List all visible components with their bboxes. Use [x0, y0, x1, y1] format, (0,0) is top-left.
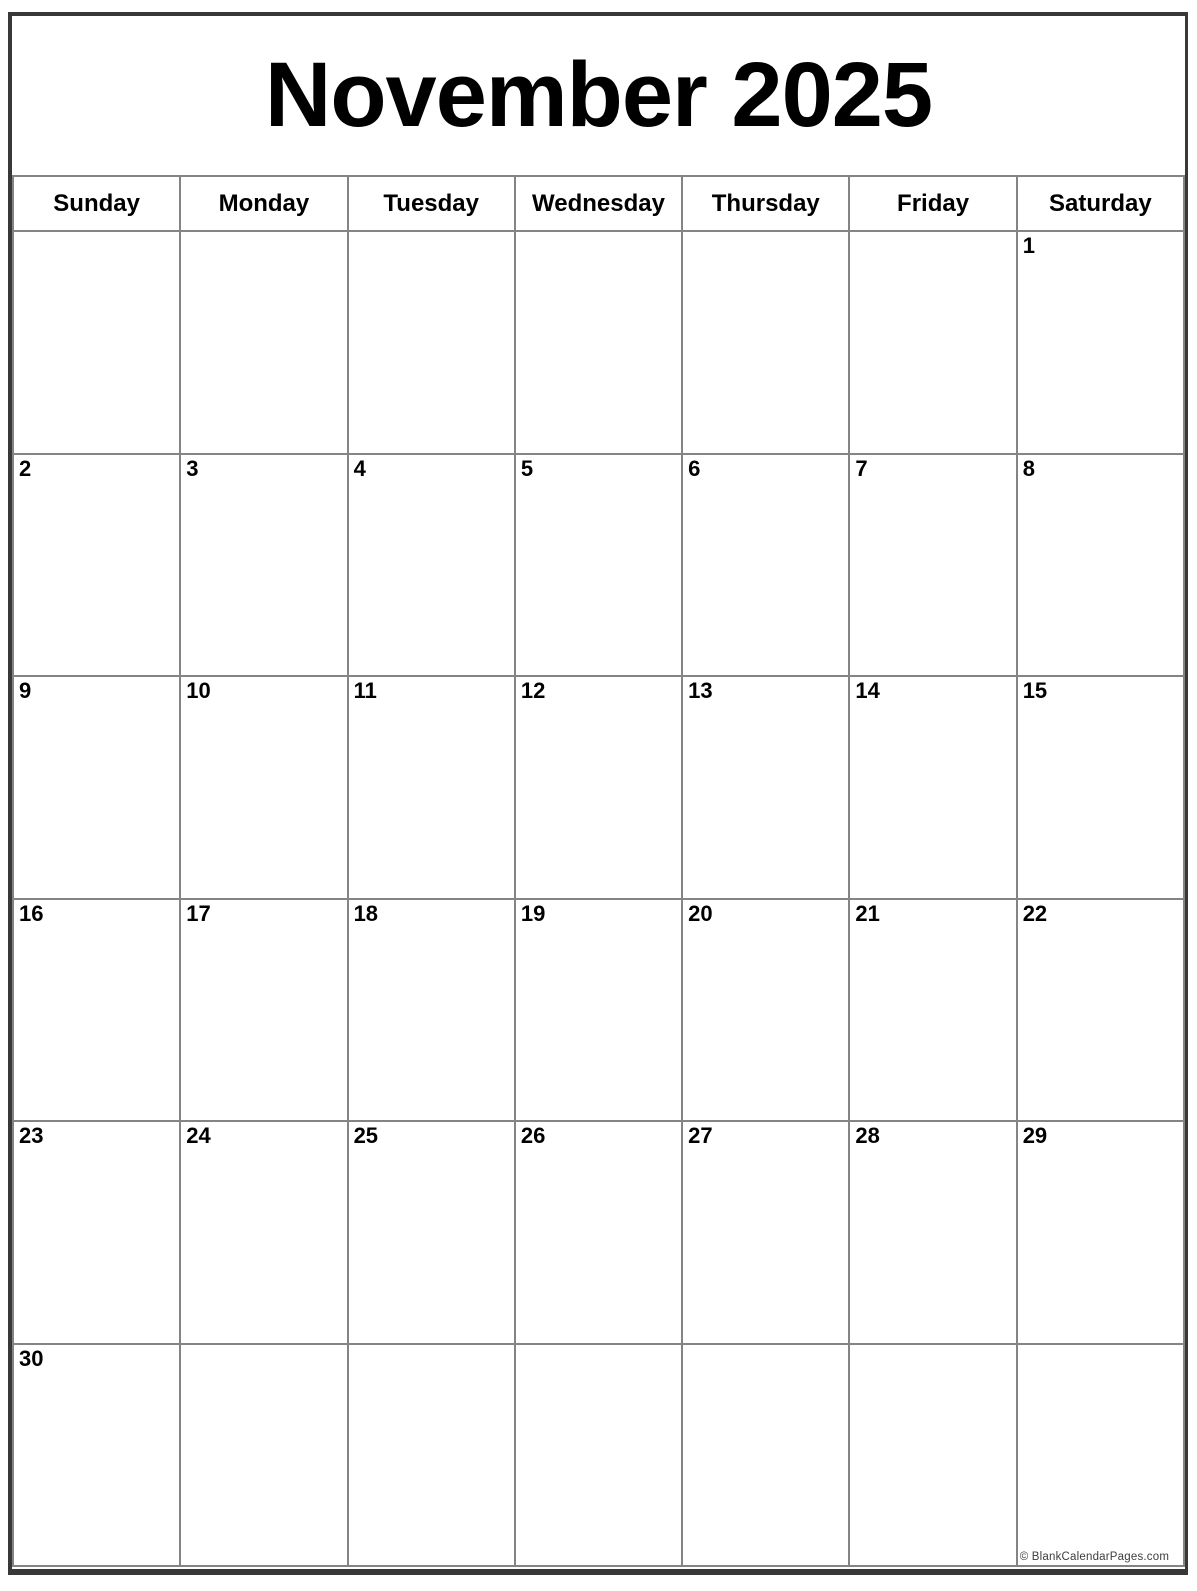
- day-cell-20: [682, 899, 849, 1122]
- date-number: 26: [520, 1123, 546, 1148]
- day-cell-21: [849, 899, 1016, 1122]
- date-number: 30: [19, 1345, 44, 1371]
- date-number: 12: [520, 678, 546, 703]
- date-number: 18: [353, 900, 379, 926]
- calendar-grid: [12, 175, 1185, 1567]
- day-cell-25: [348, 1121, 515, 1344]
- day-cell-empty: [682, 1344, 849, 1567]
- date-number: 5: [520, 455, 534, 481]
- day-cell-14: [849, 676, 1016, 899]
- day-cell-28: [849, 1121, 1016, 1344]
- date-number: 9: [19, 678, 32, 703]
- date-number: 22: [1022, 900, 1048, 926]
- day-cell-27: [682, 1121, 849, 1344]
- day-cell-6: [682, 454, 849, 677]
- weekday-header-sunday: Sunday: [13, 176, 180, 231]
- day-cell-10: [180, 676, 347, 899]
- calendar-page: [8, 12, 1188, 1575]
- week-row: [13, 899, 1184, 1122]
- day-cell-empty: [13, 231, 180, 454]
- date-number: 21: [855, 900, 880, 926]
- week-row: [13, 1344, 1184, 1567]
- week-row: [13, 231, 1184, 454]
- day-cell-empty: [348, 231, 515, 454]
- day-cell-16: [13, 899, 180, 1122]
- date-number: 24: [186, 1123, 211, 1148]
- weekday-header-wednesday: Wednesday: [515, 176, 682, 231]
- day-cell-29: [1017, 1121, 1184, 1344]
- day-cell-empty: [180, 231, 347, 454]
- date-number: 7: [855, 455, 868, 481]
- date-number: 6: [688, 455, 701, 481]
- date-number: 3: [186, 455, 199, 481]
- title-area: [12, 16, 1185, 175]
- weekday-header-monday: Monday: [180, 176, 347, 231]
- date-number: 16: [19, 900, 44, 926]
- day-cell-empty: [348, 1344, 515, 1567]
- day-cell-30: [13, 1344, 180, 1567]
- day-cell-15: [1017, 676, 1184, 899]
- day-cell-9: [13, 676, 180, 899]
- weekday-header-friday: Friday: [849, 176, 1016, 231]
- date-number: 13: [688, 678, 713, 703]
- date-number: 1: [1022, 233, 1035, 258]
- day-cell-18: [348, 899, 515, 1122]
- day-cell-empty: [1017, 1344, 1184, 1567]
- date-number: 10: [186, 678, 211, 703]
- day-cell-7: [849, 454, 1016, 677]
- week-row: [13, 1121, 1184, 1344]
- day-cell-13: [682, 676, 849, 899]
- day-cell-23: [13, 1121, 180, 1344]
- weekday-header-saturday: Saturday: [1017, 176, 1184, 231]
- day-cell-3: [180, 454, 347, 677]
- weekday-header-tuesday: Tuesday: [348, 176, 515, 231]
- weekday-header-thursday: Thursday: [682, 176, 849, 231]
- date-number: 28: [855, 1123, 880, 1148]
- day-cell-11: [348, 676, 515, 899]
- day-cell-empty: [515, 231, 682, 454]
- date-number: 29: [1022, 1123, 1048, 1148]
- day-cell-4: [348, 454, 515, 677]
- week-row: [13, 454, 1184, 677]
- date-number: 25: [353, 1123, 379, 1148]
- date-number: 14: [855, 678, 880, 703]
- day-cell-24: [180, 1121, 347, 1344]
- day-cell-17: [180, 899, 347, 1122]
- date-number: 23: [19, 1123, 44, 1148]
- date-number: 15: [1022, 678, 1048, 703]
- watermark-text: © BlankCalendarPages.com: [1019, 1551, 1170, 1563]
- date-number: 2: [19, 455, 32, 481]
- day-cell-8: [1017, 454, 1184, 677]
- date-number: 8: [1022, 455, 1035, 481]
- day-cell-2: [13, 454, 180, 677]
- date-number: 19: [520, 900, 546, 926]
- day-cell-empty: [849, 231, 1016, 454]
- day-cell-empty: [682, 231, 849, 454]
- date-number: 4: [353, 455, 366, 481]
- date-number: 17: [186, 900, 211, 926]
- day-cell-empty: [515, 1344, 682, 1567]
- day-cell-1: [1017, 231, 1184, 454]
- day-cell-22: [1017, 899, 1184, 1122]
- day-cell-12: [515, 676, 682, 899]
- date-number: 27: [688, 1123, 713, 1148]
- weekday-header-row: [13, 176, 1184, 231]
- day-cell-empty: [849, 1344, 1016, 1567]
- day-cell-5: [515, 454, 682, 677]
- page-title: November 2025: [264, 44, 933, 146]
- day-cell-26: [515, 1121, 682, 1344]
- date-number: 11: [353, 678, 377, 703]
- week-row: [13, 676, 1184, 899]
- day-cell-empty: [180, 1344, 347, 1567]
- day-cell-19: [515, 899, 682, 1122]
- date-number: 20: [688, 900, 713, 926]
